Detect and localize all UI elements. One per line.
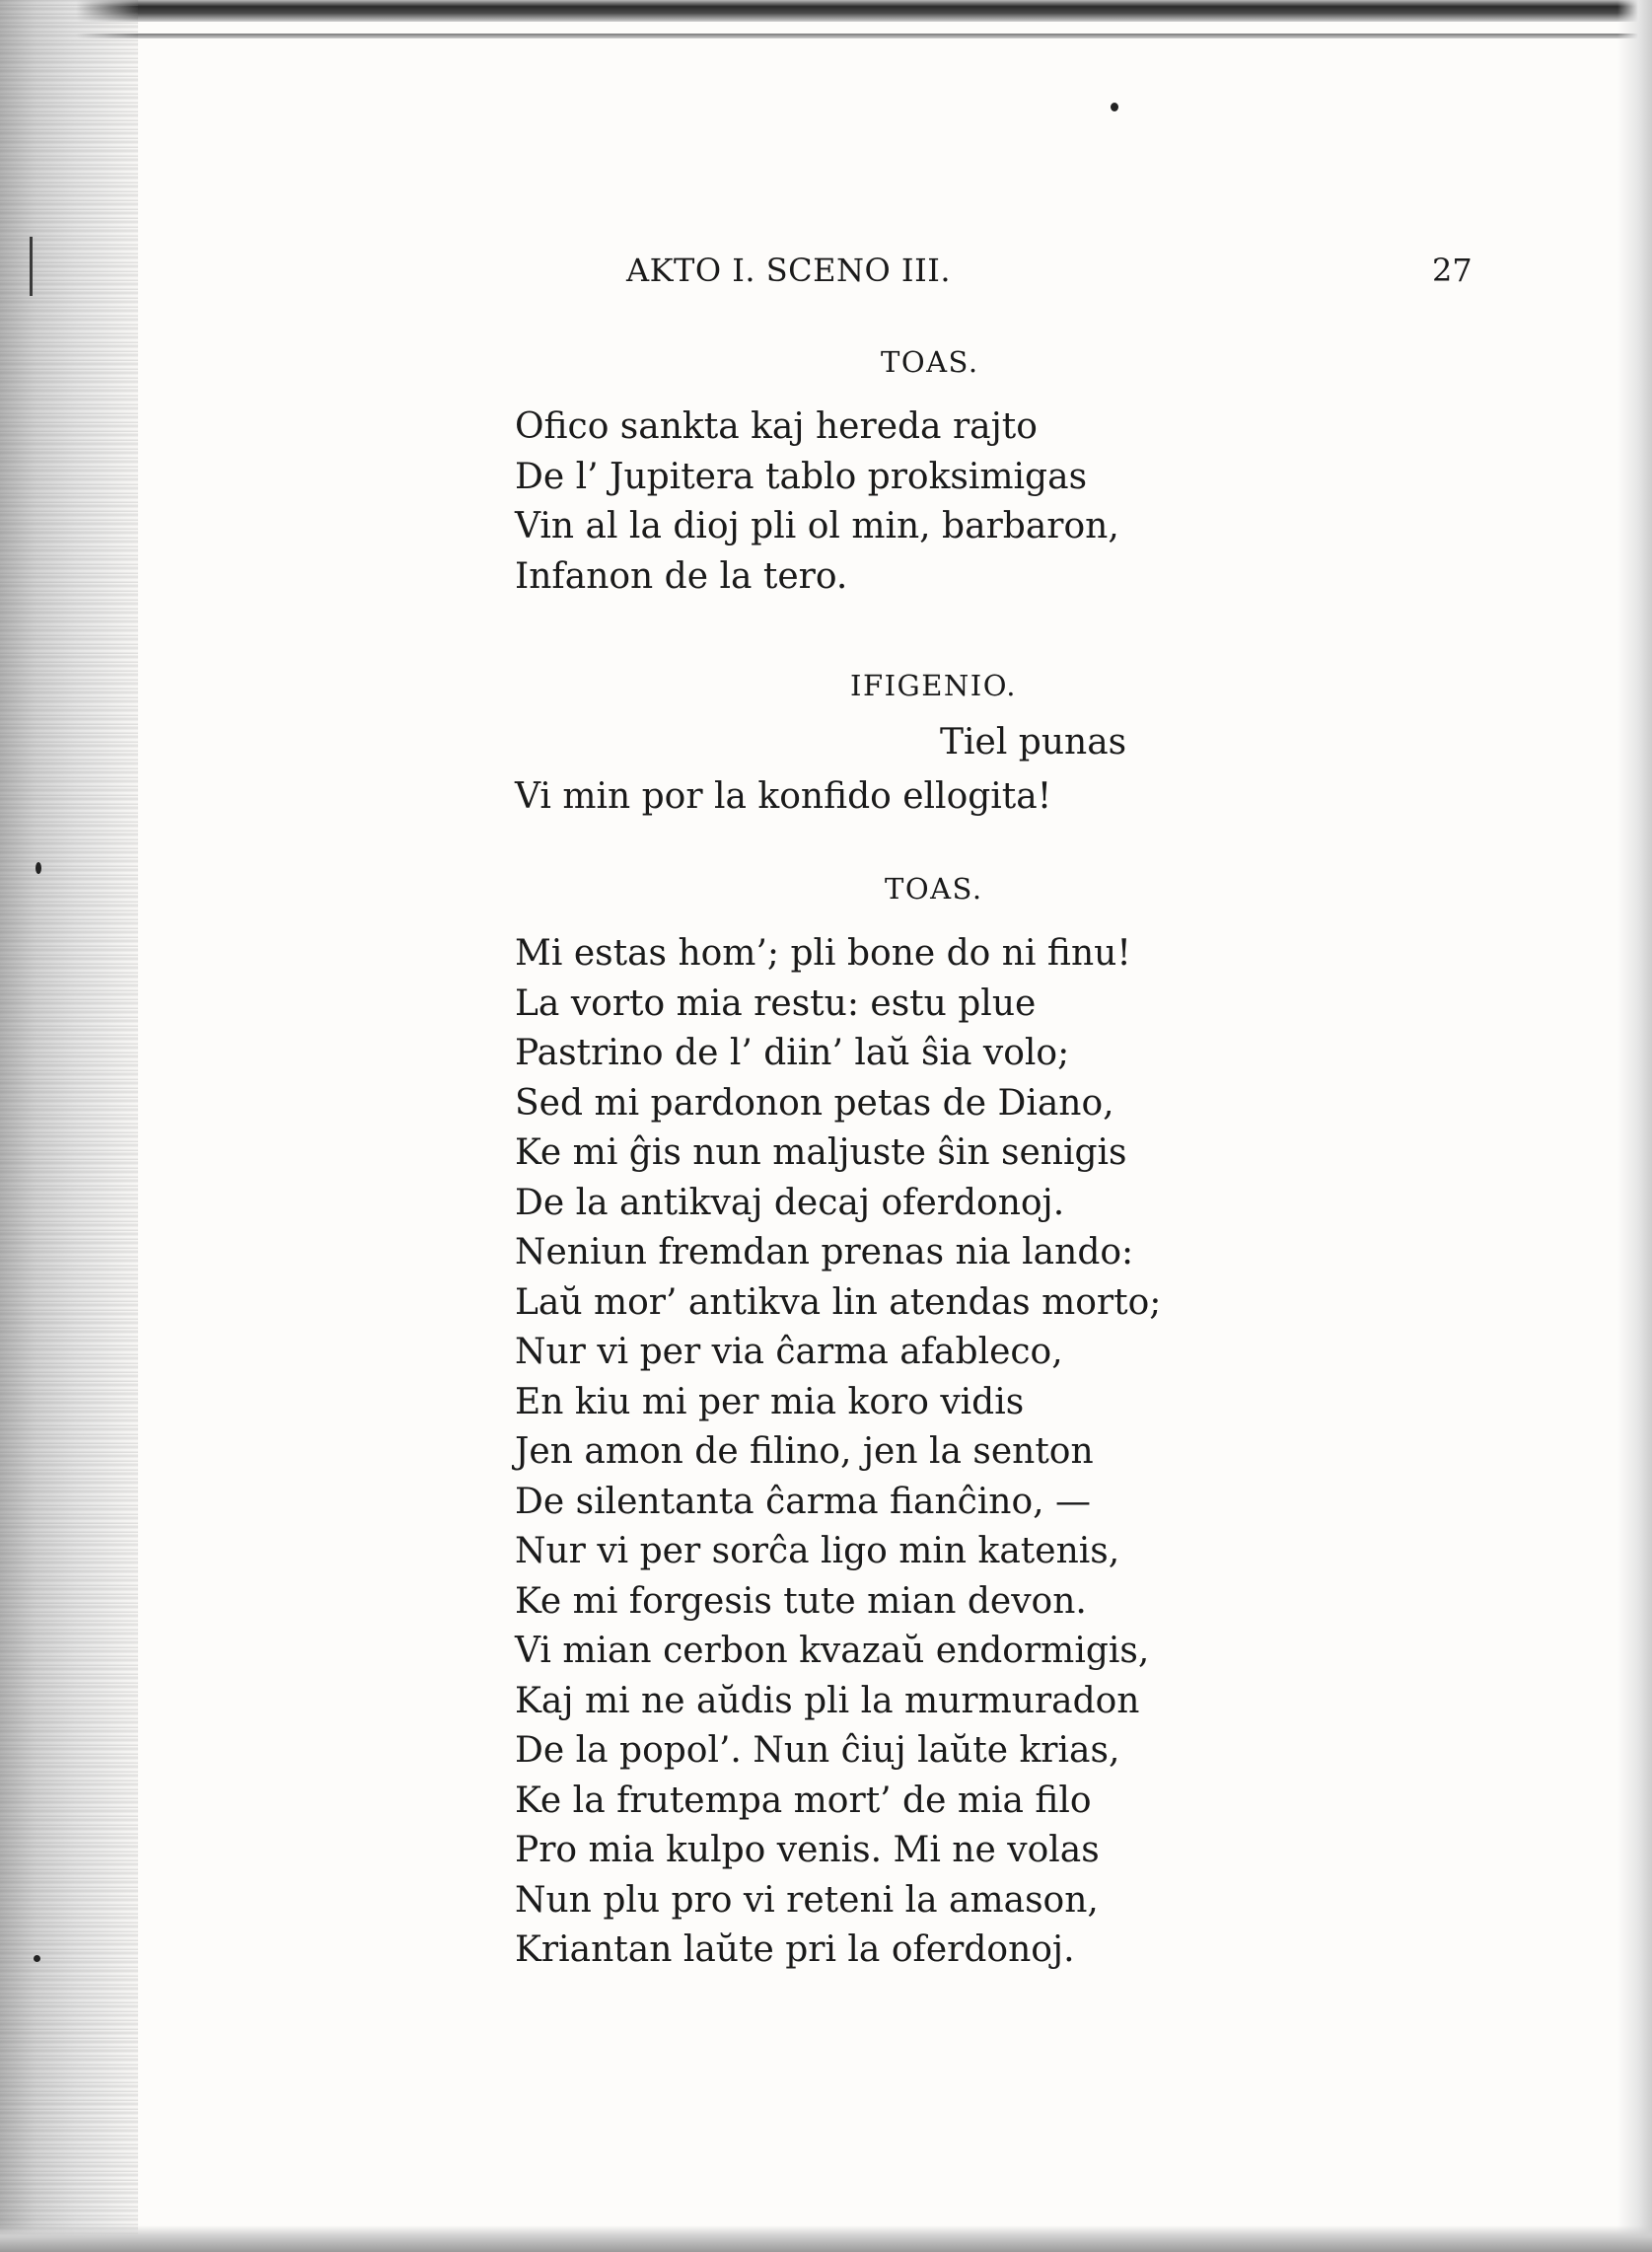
verse-line: De la popol’. Nun ĉiuj laŭte krias, <box>515 1730 1120 1771</box>
ink-speck <box>36 862 41 874</box>
verse-line: Mi estas hom’; pli bone do ni finu! <box>515 933 1131 974</box>
scan-left-mark <box>30 237 33 296</box>
verse-block <box>515 929 1161 1976</box>
scan-left-edge <box>0 0 138 2252</box>
verse-line: De silentanta ĉarma fianĉino, — <box>515 1481 1092 1522</box>
verse-block <box>515 772 1051 823</box>
verse-line: Nur vi per via ĉarma afableco, <box>515 1332 1063 1372</box>
scan-bottom-edge <box>0 2225 1652 2252</box>
verse-line: De la antikvaj decaj oferdonoj. <box>515 1182 1065 1223</box>
verse-line: Neniun fremdan prenas nia lando: <box>515 1232 1134 1272</box>
scan-top-edge <box>0 0 1652 22</box>
verse-line: Kriantan laŭte pri la oferdonoj. <box>515 1929 1075 1970</box>
verse-line: Kaj mi ne aŭdis pli la murmuradon <box>515 1680 1140 1721</box>
speaker-name: TOAS. <box>885 872 983 906</box>
verse-line: La vorto mia restu: estu plue <box>515 982 1037 1024</box>
verse-line: Infanon de la tero. <box>515 555 848 597</box>
verse-line: Pastrino de l’ diin’ laŭ ŝia volo; <box>515 1033 1070 1073</box>
speaker-name: TOAS. <box>881 345 979 379</box>
ink-speck <box>1111 103 1118 111</box>
verse-line: Ofico sankta kaj hereda rajto <box>515 406 1038 447</box>
verse-line: Nur vi per sorĉa ligo min katenis, <box>515 1531 1120 1571</box>
ink-speck <box>34 1955 40 1962</box>
verse-line: Jen amon de filino, jen la senton <box>515 1431 1094 1472</box>
verse-line: Ke mi forgesis tute mian devon. <box>515 1580 1087 1622</box>
verse-line: Vin al la dioj pli ol min, barbaron, <box>515 506 1119 546</box>
verse-line: Ke la frutempa mort’ de mia filo <box>515 1780 1092 1821</box>
verse-line: En kiu mi per mia koro vidis <box>515 1381 1025 1422</box>
scan-right-edge <box>1617 0 1652 2252</box>
verse-line: Sed mi pardonon petas de Diano, <box>515 1082 1114 1124</box>
verse-block <box>515 402 1119 602</box>
running-head: AKTO I. SCENO III. <box>626 252 952 289</box>
verse-line: Ke mi ĝis nun maljuste ŝin senigis <box>515 1132 1127 1173</box>
scan-top-shadow <box>0 34 1652 38</box>
verse-line: Nun plu pro vi reteni la amason, <box>515 1879 1099 1921</box>
verse-line: Vi mian cerbon kvazaŭ endormigis, <box>515 1631 1150 1671</box>
verse-line-indented: Tiel punas <box>940 722 1127 763</box>
speaker-name: IFIGENIO. <box>850 669 1017 702</box>
verse-line: Vi min por la konfido ellogita! <box>515 776 1052 817</box>
page-number: 27 <box>1432 252 1472 289</box>
verse-line: Pro mia kulpo venis. Mi ne volas <box>515 1830 1100 1870</box>
verse-line: Laŭ mor’ antikva lin atendas morto; <box>515 1281 1162 1323</box>
verse-line: De l’ Jupitera tablo proksimigas <box>515 456 1088 497</box>
